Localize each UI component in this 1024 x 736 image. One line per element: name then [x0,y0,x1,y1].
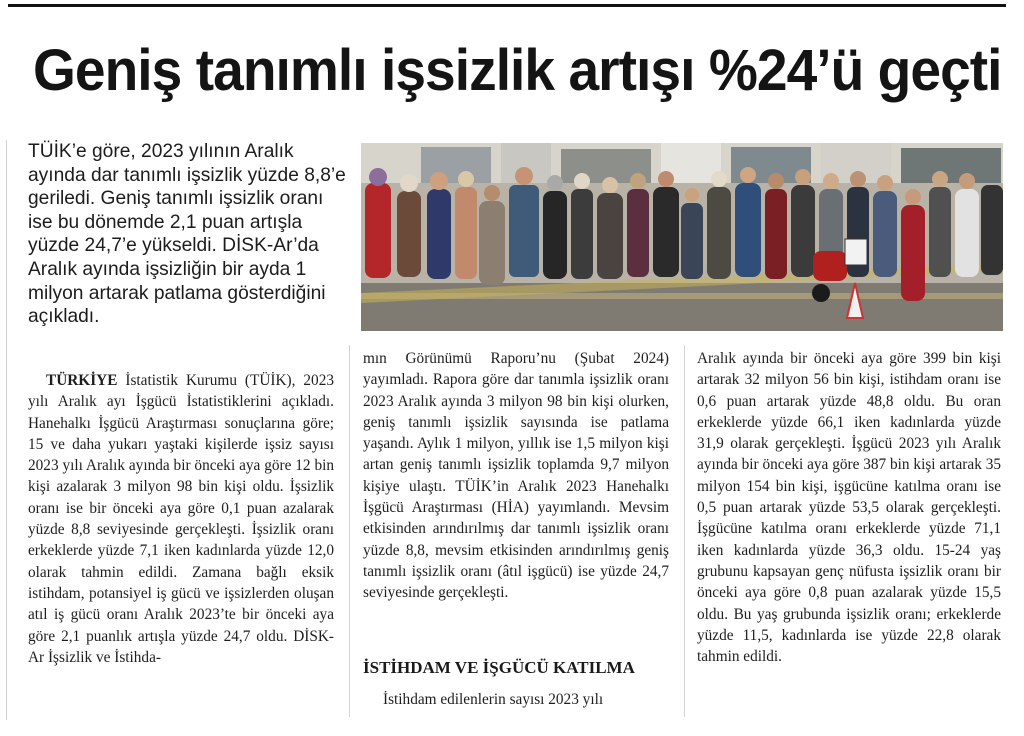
col1-text: İstatistik Kurumu (TÜİK), 2023 yılı Aralık ayı İşgücü İstatistiklerini açıkladı. Hanehalkı İşgücü Araştırması sonuçlarına göre; 15 ve daha yukarı yaştaki kişilerde işsiz sayısı 2023 yılı Aralık ayında bir önceki aya göre 12 bin kişi azalarak 3 milyon 98 bin kişi oldu. İşsizlik oranı ise bir önceki aya göre 0,1 puan azalarak yüzde 8,8 seviyesinde gerçekleşti. İşsizlik oranı erkeklerde yüzde 7,1 iken kadınlarda yüzde 12,0 olarak tahmin edildi. Zamana bağlı eksik istihdam, potansiyel iş gücü ve işsizlerden oluşan atıl iş gücü oranı Aralık 2023’te bir önceki aya göre 2,1 puanlık artışla yüzde 24,7 oldu. DİSK-Ar İşsizlik ve İstihda- [28,372,334,666]
lede-paragraph: TÜİK’e göre, 2023 yılının Aralık ayında dar tanımlı işsizlik yüzde 8,8’e geriledi. Geniş tanımlı işsizlik oranı ise bu dönemde 2,1 puan artışla yüzde 24,7’e yükseldi. DİSK-Ar’da Aralık ayında işsizliğin bir ayda 1 milyon artarak patlama gösterdiğini açıkladı. [28,141,346,328]
lead-word: TÜRKİYE [46,372,118,389]
top-rule [8,4,1006,7]
body-column-1 [28,370,334,668]
body-column-2-tail: İstihdam edilenlerin sayısı 2023 yılı [383,691,604,708]
photo-queue-of-people [361,143,1003,331]
left-margin-rule [6,140,7,720]
headline-block [8,12,1008,130]
headline: Geniş tanımlı işsizlik artışı %24’ü geçti [33,38,1002,103]
body-column-3: Aralık ayında bir önceki aya göre 399 bin kişi artarak 32 milyon 56 bin kişi, istihdam oranı ise 0,6 puan artarak yüzde 48,8 oldu. Bu oran erkeklerde yüzde 66,1 iken kadınlarda yüzde 31,9 olarak gerçekleşti. İşgücü 2023 yılı Aralık ayında bir önceki aya göre 387 bin kişi artarak 35 milyon 154 bin kişi, işgücüne katılma oranı ise 0,5 puan artarak yüzde 53,5 olarak gerçekleşti. İşgücüne katılma oranı erkeklerde yüzde 71,1 iken kadınlarda yüzde 36,3 oldu. 15-24 yaş grubunu kapsayan genç nüfusta işsizlik oranı bir önceki aya göre 0,8 puan azalarak yüzde 15,5 oldu. Bu yaş grubunda işsizlik oranı; erkeklerde yüzde 11,5, kadınlarda ise yüzde 22,8 olarak tahmin edildi. [697,350,1001,666]
section-subhead: İSTİHDAM VE İŞGÜCÜ KATILMA [363,658,635,677]
body-column-2: mın Görünümü Raporu’nu (Şubat 2024) yayımladı. Rapora göre dar tanımla işsizlik oranı 2023 Aralık ayında 3 milyon 98 bin kişi olurken, geniş tanımlı işsizlik sayısında ise patlama yaşandı. Aylık 1 milyon, yıllık ise 1,5 milyon kişi artan geniş tanımlı işsizlik toplamda 9,7 milyon kişiye ulaştı. TÜİK’in Aralık 2023 Hanehalkı İşgücü Araştırması (HİA) yayımlandı. Mevsim etkisinden arındırılmış dar tanımlı işsizlik oranı yüzde 8,8, mevsim etkisinden arındırılmış geniş tanımlı işsizlik oranı (âtıl işgücü) ise yüzde 24,7 seviyesinde gerçekleşti. [363,350,669,602]
news-photo [361,143,1003,331]
column-divider-1 [349,345,350,717]
column-divider-2 [684,345,685,717]
